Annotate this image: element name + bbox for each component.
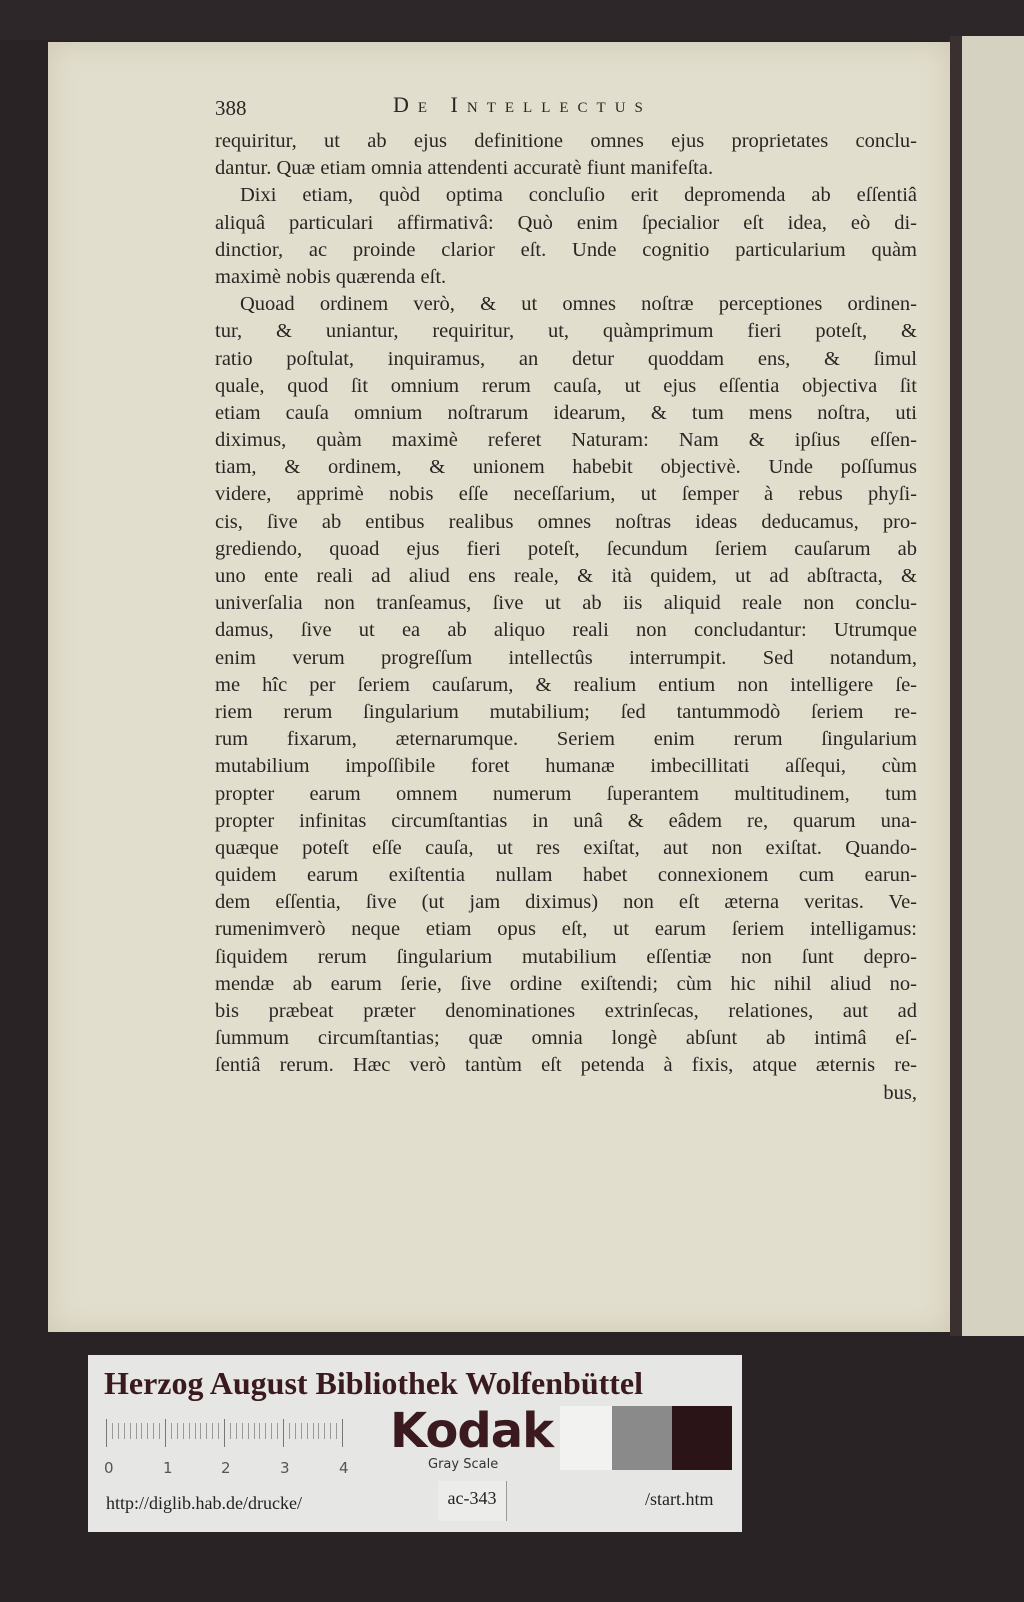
running-title: De Intellectus <box>393 92 652 117</box>
ruler-tick <box>295 1423 296 1439</box>
gray-patch-dark <box>672 1406 732 1470</box>
ruler-scale <box>106 1417 348 1451</box>
ruler-tick <box>289 1423 290 1439</box>
text-line: ſentiâ rerum. Hæc verò tantùm eſt petenda à fixis, atque æternis re- <box>215 1054 917 1077</box>
text-line: requiritur, ut ab ejus definitione omnes ejus proprietates conclu- <box>215 130 917 152</box>
url-suffix: /start.htm <box>645 1489 714 1509</box>
text-line: videre, apprimè nobis eſſe neceſſarium, ut ſemper à rebus phyſi- <box>215 483 917 506</box>
ruler-tick <box>301 1423 302 1439</box>
ruler-tick <box>141 1423 142 1439</box>
ruler-tick <box>118 1423 119 1439</box>
text-line: mendæ ab earum ſerie, ſive ordine exiſtendi; cùm hic nihil aliud no- <box>215 972 917 995</box>
gray-patch-mid <box>612 1406 672 1470</box>
ruler-number: 1 <box>163 1459 173 1477</box>
ruler-tick <box>324 1423 325 1439</box>
text-line: aliquâ particulari affirmativâ: Quò enim ſpecialior eſt idea, eò di- <box>215 211 917 234</box>
text-line: uno ente reali ad aliud ens reale, & ità quidem, ut ad abſtracta, & <box>215 565 917 587</box>
text-line: dinctior, ac proinde clarior eſt. Unde cognitio particularium quàm <box>215 238 917 261</box>
ruler-number: 2 <box>221 1459 231 1477</box>
ruler-tick <box>189 1423 190 1439</box>
text-line: damus, ſive ut ea ab aliquo reali non concludantur: Utrumque <box>215 619 917 642</box>
ruler-tick <box>318 1423 319 1439</box>
ruler-tick <box>112 1423 113 1439</box>
page-body-text <box>215 128 917 1107</box>
ruler-tick <box>248 1423 249 1439</box>
ruler-tick <box>136 1423 137 1439</box>
page-number: 388 <box>215 96 247 120</box>
text-line: univerſalia non tranſeamus, ſive ut ab iis aliquid reale non conclu- <box>215 592 917 615</box>
text-line: diximus, quàm maximè referet Naturam: Nam & ipſius eſſen- <box>215 429 917 452</box>
facing-page-edge <box>962 36 1024 1336</box>
ruler-tick <box>200 1423 201 1439</box>
ruler-tick <box>218 1423 219 1439</box>
ruler-tick <box>183 1423 184 1439</box>
text-line: ſiquidem rerum ſingularium mutabilium eſſentiæ non ſunt depro- <box>215 945 917 968</box>
text-line: dem eſſentia, ſive (ut jam diximus) non eſt æterna veritas. Ve- <box>215 891 917 914</box>
text-line: etiam cauſa omnium noſtrarum idearum, & tum mens noſtra, uti <box>215 401 917 424</box>
color-calibration-card <box>88 1355 742 1532</box>
text-line: riem rerum ſingularium mutabilium; ſed tantummodò ſeriem re- <box>215 700 917 723</box>
text-line: dantur. Quæ etiam omnia attendenti accuratè fiunt manifeſta. <box>215 157 714 180</box>
ruler-tick <box>307 1423 308 1439</box>
text-line: tur, & uniantur, requiritur, ut, quàmprimum fieri poteſt, & <box>215 320 917 343</box>
ruler-tick <box>159 1423 160 1439</box>
text-line: ſummum circumſtantias; quæ omnia longè abſunt ab intimâ eſ- <box>215 1027 917 1050</box>
library-name: Herzog August Bibliothek Wolfenbüttel <box>104 1365 644 1401</box>
text-line: rumenimverò neque etiam opus eſt, ut earum ſeriem intelligamus: <box>215 918 917 941</box>
shelfmark: ac-343 <box>438 1481 507 1521</box>
text-line: ratio poſtulat, inquiramus, an detur quoddam ens, & ſimul <box>215 347 917 370</box>
ruler-number: 3 <box>280 1459 290 1477</box>
ruler-tick <box>336 1423 337 1439</box>
ruler-tick <box>271 1423 272 1439</box>
ruler-number: 4 <box>339 1459 349 1477</box>
text-line: rum fixarum, æternarumque. Seriem enim rerum ſingularium <box>215 728 917 751</box>
text-line: bis præbeat præter denominationes extrinſecas, relationes, aut ad <box>215 1000 917 1022</box>
ruler-tick <box>147 1423 148 1439</box>
text-line: bus, <box>883 1081 917 1104</box>
text-line: quæque poteſt eſſe cauſa, ut res exiſtat, aut non exiſtat. Quando- <box>215 836 917 859</box>
ruler-tick <box>177 1423 178 1439</box>
text-line: quidem earum exiſtentia nullam habet connexionem cum earun- <box>215 864 917 887</box>
text-line: grediendo, quoad ejus fieri poteſt, ſecundum ſeriem cauſarum ab <box>215 537 917 560</box>
ruler-tick <box>236 1423 237 1439</box>
ruler-tick <box>242 1423 243 1439</box>
scan-background-top <box>0 0 1024 40</box>
url-prefix: http://diglib.hab.de/drucke/ <box>106 1493 302 1513</box>
ruler-tick <box>130 1423 131 1439</box>
text-line: cis, ſive ab entibus realibus omnes noſtras ideas deducamus, pro- <box>215 510 917 533</box>
ruler-tick <box>313 1423 314 1439</box>
ruler-tick <box>195 1423 196 1439</box>
ruler-tick <box>283 1419 284 1447</box>
ruler-tick <box>224 1419 225 1447</box>
text-line: Quoad ordinem verò, & ut omnes noſtræ perceptiones ordinen- <box>240 293 917 316</box>
ruler-number: 0 <box>104 1459 114 1477</box>
ruler-tick <box>230 1423 231 1439</box>
ruler-tick <box>254 1423 255 1439</box>
ruler-tick <box>153 1423 154 1439</box>
text-line: Dixi etiam, quòd optima concluſio erit depromenda ab eſſentiâ <box>240 184 917 207</box>
ruler-tick <box>165 1419 166 1447</box>
ruler-tick <box>330 1423 331 1439</box>
text-line: propter infinitas circumſtantias in unâ & eâdem re, quarum una- <box>215 809 917 832</box>
text-line: mutabilium impoſſibile foret humanæ imbecillitati aſſequi, cùm <box>215 755 917 778</box>
ruler-tick <box>277 1423 278 1439</box>
ruler-tick <box>124 1423 125 1439</box>
book-gutter <box>950 36 962 1336</box>
text-line: me hîc per ſeriem cauſarum, & realium entium non intelligere ſe- <box>215 673 917 696</box>
kodak-logo: Kodak <box>390 1403 553 1459</box>
gray-patch-white <box>560 1406 612 1470</box>
text-line: maximè nobis quærenda eſt. <box>215 265 447 288</box>
ruler-tick <box>259 1423 260 1439</box>
ruler-tick <box>212 1423 213 1439</box>
text-line: tiam, & ordinem, & unionem habebit objectivè. Unde poſſumus <box>215 456 917 479</box>
ruler-tick <box>206 1423 207 1439</box>
text-line: quale, quod ſit omnium rerum cauſa, ut ejus eſſentia objectiva ſit <box>215 374 917 397</box>
ruler-tick <box>342 1419 343 1447</box>
ruler-tick <box>265 1423 266 1439</box>
ruler-tick <box>106 1419 107 1447</box>
text-line: enim verum progreſſum intellectûs interrumpit. Sed notandum, <box>215 646 917 669</box>
text-line: propter earum omnem numerum ſuperantem multitudinem, tum <box>215 782 917 805</box>
gray-scale-label: Gray Scale <box>428 1457 499 1472</box>
ruler-tick <box>171 1423 172 1439</box>
